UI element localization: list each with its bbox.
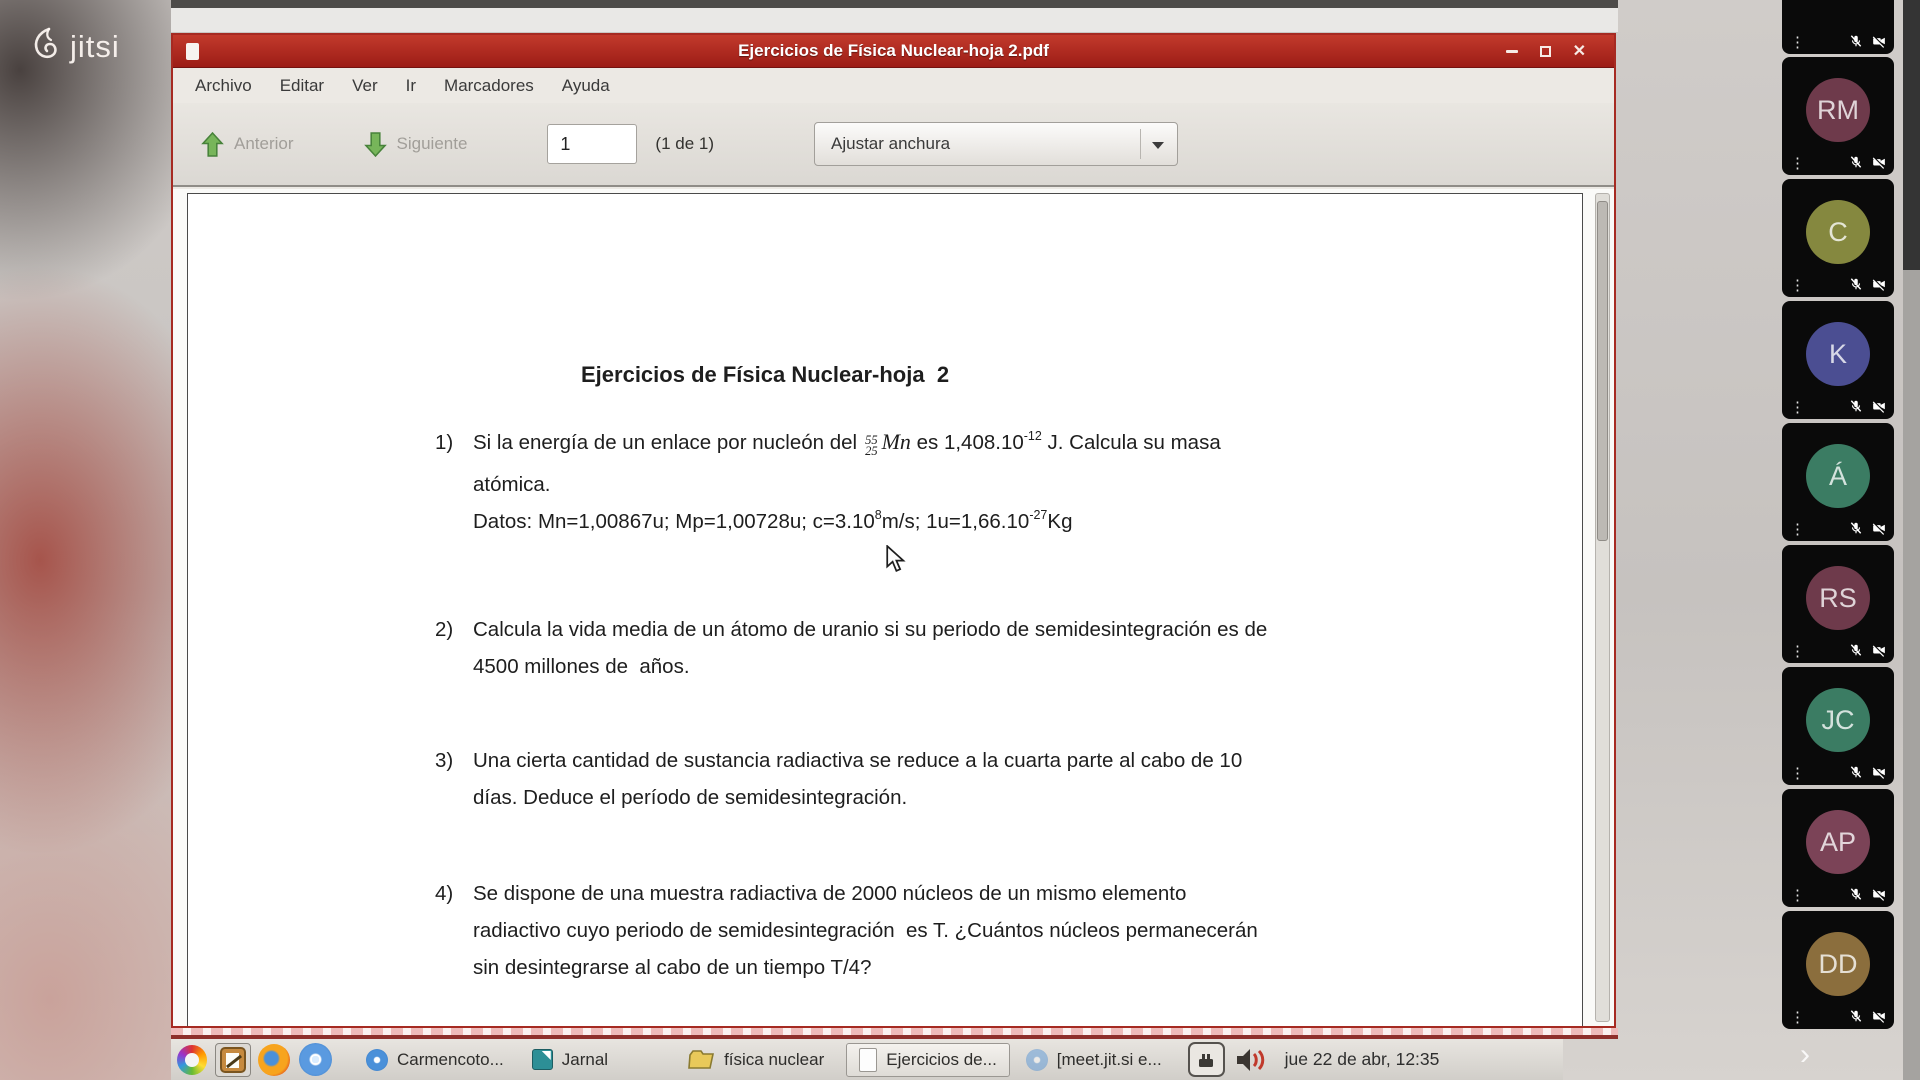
network-tray-button[interactable] [1188,1042,1225,1077]
avatar: K [1806,322,1870,386]
volume-icon[interactable] [1235,1046,1269,1074]
camera-off-icon [1871,521,1887,535]
exercise-3-line-2: días. Deduce el período de semidesintegración. [473,786,908,809]
pdf-viewer-window [171,33,1616,1028]
camera-off-icon [1871,399,1887,413]
launcher-firefox[interactable] [256,1043,292,1077]
sheet-heading: Ejercicios de Física Nuclear-hoja 2 [581,362,950,387]
taskbar-window-label: Carmencoto... [397,1049,504,1069]
chevron-down-icon [1152,142,1164,149]
jitsi-logo-text: jitsi [70,29,120,64]
jarnal-icon [220,1047,246,1073]
kebab-vertical-icon[interactable]: ⋮ [1790,643,1805,660]
kebab-vertical-icon[interactable]: ⋮ [1790,277,1805,294]
taskbar-clock: jue 22 de abr, 12:35 [1284,1049,1440,1069]
document-icon [859,1048,877,1072]
filmstrip-toggle-chevron-right-icon[interactable]: › [1800,1038,1810,1071]
taskbar-window-carmencoto[interactable] [354,1043,516,1077]
avatar: Á [1806,444,1870,508]
minimize-button[interactable] [1506,50,1518,53]
mic-off-icon [1849,643,1863,657]
participant-tile[interactable] [1782,911,1894,1029]
ethernet-icon [1196,1051,1216,1069]
kebab-vertical-icon[interactable]: ⋮ [1790,34,1805,51]
menu-editar[interactable]: Editar [279,76,325,95]
camera-off-icon [1871,643,1887,657]
page-count-label: (1 de 1) [655,134,715,153]
toolbar [173,103,1614,187]
mic-off-icon [1849,521,1863,535]
kebab-vertical-icon[interactable]: ⋮ [1790,887,1805,904]
jarnal-pad-icon [532,1049,553,1070]
mic-off-icon [1849,887,1863,901]
taskbar-window-jarnal[interactable] [520,1043,620,1077]
zoom-mode-dropdown[interactable] [814,122,1178,166]
exercise-2-line-1: 2) Calcula la vida media de un átomo de uranio si su periodo de semidesintegración es de [435,618,1268,641]
camera-off-icon [1871,34,1887,48]
dropdown-separator [1140,129,1141,159]
avatar: C [1806,200,1870,264]
exercise-3-line-1: 3) Una cierta cantidad de sustancia radiactiva se reduce a la cuarta parte al cabo de 10 [435,749,1243,772]
taskbar-window-label: Jarnal [561,1049,609,1069]
participant-tile[interactable] [1782,423,1894,541]
mic-off-icon [1849,277,1863,291]
document-scrollbar-thumb[interactable] [1597,201,1608,541]
chromium-icon [366,1049,388,1071]
camera-off-icon [1871,765,1887,779]
window-bottom-dashed-strip [171,1028,1618,1035]
avatar: RM [1806,78,1870,142]
shared-desktop-top-strip [171,8,1618,33]
launcher-chromium[interactable] [297,1043,333,1077]
exercise-1-line-2: atómica. [473,473,551,496]
kebab-vertical-icon[interactable]: ⋮ [1790,399,1805,416]
previous-label: Anterior [234,134,294,153]
participant-tile[interactable] [1782,789,1894,907]
filmstrip-scrollbar-track[interactable] [1903,0,1920,270]
maximize-button[interactable] [1540,46,1551,57]
avatar: JC [1806,688,1870,752]
participant-tile[interactable] [1782,57,1894,175]
exercise-1-number: 1) [435,431,454,454]
exercise-4-number: 4) [435,882,454,905]
chromium-icon [299,1043,332,1076]
mic-off-icon [1849,765,1863,779]
menu-marcadores[interactable]: Marcadores [444,76,534,95]
taskbar-window-label: física nuclear [724,1049,825,1069]
exercise-4-line-3: sin desintegrarse al cabo de un tiempo T/4? [473,956,872,979]
participant-tile[interactable] [1782,179,1894,297]
taskbar [171,1039,1563,1080]
firefox-icon [258,1044,290,1076]
next-label: Siguiente [396,134,468,153]
camera-off-icon [1871,277,1887,291]
taskbar-window-label: [meet.jit.si e... [1056,1049,1162,1069]
zoom-mode-value: Ajustar anchura [831,134,951,153]
exercise-4-line-2: radiactivo cuyo periodo de semidesintegración es T. ¿Cuántos núcleos permanecerán [473,919,1258,942]
window-app-icon [186,43,199,60]
next-page-button[interactable] [364,131,468,158]
window-titlebar[interactable] [173,35,1614,68]
participant-tile-partial[interactable] [1782,0,1894,54]
exercise-1-line-1: 1) Si la energía de un enlace por nucleón del 55 25 Mn es $1,408.10^{-12}$ J. Calcula su masa [435,429,1221,458]
page-number-input[interactable] [547,124,637,164]
mouse-cursor [886,545,910,573]
avatar: AP [1806,810,1870,874]
kebab-vertical-icon[interactable]: ⋮ [1790,1009,1805,1026]
taskbar-window-meet-jitsi[interactable] [1014,1043,1174,1077]
launcher-jarnal[interactable] [215,1043,251,1077]
taskbar-window-ejercicios[interactable] [846,1043,1010,1077]
participant-tile[interactable] [1782,667,1894,785]
kebab-vertical-icon[interactable]: ⋮ [1790,765,1805,782]
jitsi-logo [26,26,120,68]
menu-ir[interactable]: Ir [405,76,417,95]
menu-ayuda[interactable]: Ayuda [561,76,610,95]
document-area [173,189,1614,1026]
exercise-2-number: 2) [435,618,454,641]
folder-icon [688,1049,715,1070]
close-button[interactable]: ✕ [1572,42,1586,60]
camera-off-icon [1871,1009,1887,1023]
swirl-icon [177,1045,207,1075]
window-controls [1506,35,1586,68]
jitsi-swirl-icon [26,26,64,68]
system-tray [1188,1042,1440,1077]
filmstrip-scrollbar-thumb[interactable] [1903,270,1920,1080]
avatar: RS [1806,566,1870,630]
participant-tile[interactable] [1782,545,1894,663]
chromium-icon [1026,1049,1048,1071]
mic-off-icon [1849,399,1863,413]
pdf-page [187,193,1583,1026]
green-up-arrow-icon [201,131,224,158]
menu-archivo[interactable]: Archivo [195,76,252,95]
menubar [173,68,1614,103]
kebab-vertical-icon[interactable]: ⋮ [1790,521,1805,538]
exercise-3-number: 3) [435,749,454,772]
shared-desktop-top-edge [171,0,1618,8]
mic-off-icon [1849,155,1863,169]
launcher-app-swirl[interactable] [174,1043,210,1077]
document-scrollbar[interactable] [1595,193,1610,1022]
mic-off-icon [1849,34,1863,48]
taskbar-window-fisica-nuclear[interactable] [676,1043,836,1077]
menu-ver[interactable]: Ver [352,76,378,95]
mic-off-icon [1849,1009,1863,1023]
participant-tile[interactable] [1782,301,1894,419]
previous-page-button[interactable] [201,131,294,158]
camera-off-icon [1871,155,1887,169]
kebab-vertical-icon[interactable]: ⋮ [1790,155,1805,172]
taskbar-window-label: Ejercicios de... [886,1049,997,1069]
camera-off-icon [1871,887,1887,901]
exercise-4-line-1: 4) Se dispone de una muestra radiactiva de 2000 núcleos de un mismo elemento [435,882,1187,905]
window-title: Ejercicios de Física Nuclear-hoja 2.pdf [738,41,1049,60]
avatar: DD [1806,932,1870,996]
nuclide-mn: 55 25 [865,433,878,458]
exercise-2-line-2: 4500 millones de años. [473,655,690,678]
exercise-1-datos: Datos: Mn=1,00867u; Mp=1,00728u; $c=3.10^8m/s$; $1u=1,66.10^{-27}Kg$ [473,508,1073,533]
green-down-arrow-icon [364,131,387,158]
